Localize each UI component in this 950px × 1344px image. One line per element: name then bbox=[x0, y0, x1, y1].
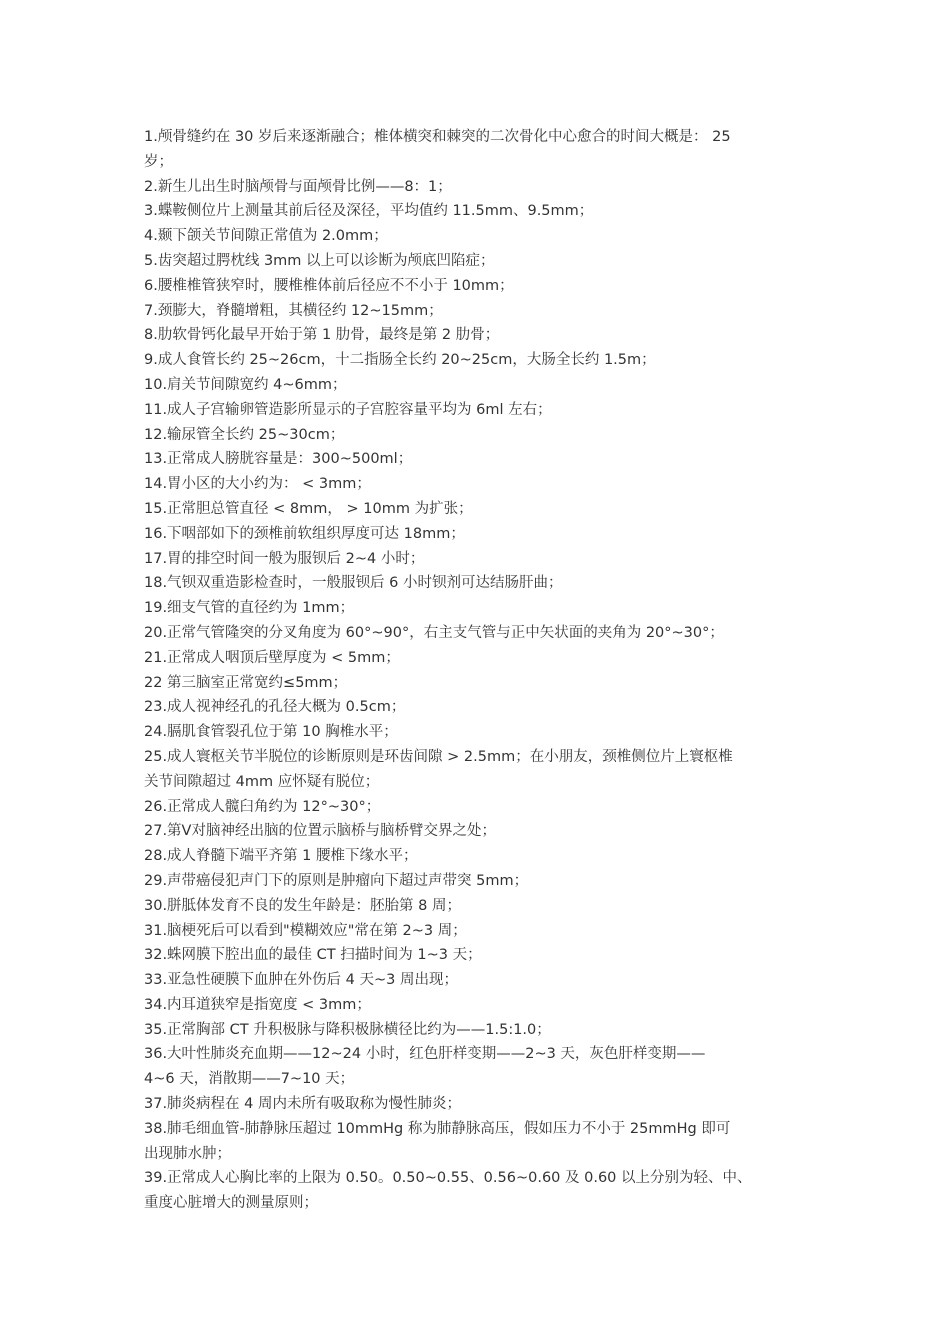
text-line: 15.正常胆总管直径 < 8mm， > 10mm 为扩张； bbox=[144, 500, 473, 517]
text-line: 3.蝶鞍侧位片上测量其前后径及深径，平均值约 11.5mm、9.5mm； bbox=[144, 203, 594, 220]
text-line: 6.腰椎椎管狭窄时，腰椎椎体前后径应不不小于 10mm； bbox=[144, 277, 514, 294]
text-line: 29.声带癌侵犯声门下的原则是肿瘤向下超过声带突 5mm； bbox=[144, 872, 529, 889]
text-line: 重度心脏增大的测量原则； bbox=[144, 1195, 318, 1212]
text-line: 4~6 天，消散期——7~10 天； bbox=[144, 1071, 355, 1088]
text-line: 19.细支气管的直径约为 1mm； bbox=[144, 600, 355, 617]
text-line: 岁； bbox=[144, 153, 173, 170]
text-line: 4.颞下颌关节间隙正常值为 2.0mm； bbox=[144, 228, 388, 245]
text-line: 16.下咽部如下的颈椎前软组织厚度可达 18mm； bbox=[144, 525, 465, 542]
document-body bbox=[144, 125, 810, 1216]
text-line: 1.颅骨缝约在 30 岁后来逐渐融合；椎体横突和棘突的二次骨化中心愈合的时间大概是： 25 bbox=[144, 129, 731, 145]
text-line: 34.内耳道狭窄是指宽度 < 3mm； bbox=[144, 996, 371, 1013]
text-line: 26.正常成人髋臼角约为 12°~30°； bbox=[144, 798, 381, 815]
text-line: 11.成人子宫输卵管造影所显示的子宫腔容量平均为 6ml 左右； bbox=[144, 401, 552, 418]
text-line: 20.正常气管隆突的分叉角度为 60°~90°，右主支气管与正中矢状面的夹角为 20°~30°； bbox=[144, 624, 724, 641]
text-line: 30.胼胝体发育不良的发生年龄是：胚胎第 8 周； bbox=[144, 897, 462, 914]
text-line: 17.胃的排空时间一般为服钡后 2~4 小时； bbox=[144, 550, 425, 567]
text-line: 关节间隙超过 4mm 应怀疑有脱位； bbox=[144, 773, 380, 790]
text-line: 32.蛛网膜下腔出血的最佳 CT 扫描时间为 1~3 天； bbox=[144, 947, 482, 964]
text-line: 14.胃小区的大小约为： < 3mm； bbox=[144, 476, 371, 493]
text-line: 13.正常成人膀胱容量是：300~500ml； bbox=[144, 451, 413, 468]
text-line: 33.亚急性硬膜下血肿在外伤后 4 天~3 周出现； bbox=[144, 972, 458, 989]
text-line: 5.齿突超过腭枕线 3mm 以上可以诊断为颅底凹陷症； bbox=[144, 252, 495, 269]
text-line: 23.成人视神经孔的孔径大概为 0.5cm； bbox=[144, 699, 406, 716]
text-line: 21.正常成人咽顶后壁厚度为 < 5mm； bbox=[144, 649, 400, 666]
text-line: 36.大叶性肺炎充血期——12~24 小时，红色肝样变期——2~3 天，灰色肝样变期—— bbox=[144, 1046, 706, 1063]
text-line: 18.气钡双重造影检查时，一般服钡后 6 小时钡剂可达结肠肝曲； bbox=[144, 575, 563, 592]
text-line: 37.肺炎病程在 4 周内未所有吸取称为慢性肺炎； bbox=[144, 1096, 462, 1113]
text-line: 31.脑梗死后可以看到"模糊效应"常在第 2~3 周； bbox=[144, 922, 467, 939]
text-line: 10.肩关节间隙宽约 4~6mm； bbox=[144, 376, 347, 393]
text-line: 24.膈肌食管裂孔位于第 10 胸椎水平； bbox=[144, 724, 398, 741]
text-line: 7.颈膨大，脊髓增粗，其横径约 12~15mm； bbox=[144, 302, 443, 319]
text-line: 8.肋软骨钙化最早开始于第 1 肋骨，最终是第 2 肋骨； bbox=[144, 327, 500, 344]
text-line: 39.正常成人心胸比率的上限为 0.50。0.50~0.55、0.56~0.60 及 0.60 以上分别为轻、中、 bbox=[144, 1170, 752, 1187]
text-line: 22 第三脑室正常宽约≤5mm； bbox=[144, 674, 348, 691]
text-line: 28.成人脊髓下端平齐第 1 腰椎下缘水平； bbox=[144, 848, 418, 865]
text-line: 12.输尿管全长约 25~30cm； bbox=[144, 426, 345, 443]
text-line: 2.新生儿出生时脑颅骨与面颅骨比例——8：1； bbox=[144, 178, 452, 195]
text-line: 出现肺水肿； bbox=[144, 1145, 231, 1162]
text-line: 9.成人食管长约 25~26cm，十二指肠全长约 20~25cm，大肠全长约 1.5m； bbox=[144, 352, 656, 369]
text-line: 35.正常胸部 CT 升积极脉与降积极脉横径比约为——1.5:1.0； bbox=[144, 1021, 551, 1038]
text-line: 25.成人寰枢关节半脱位的诊断原则是环齿间隙 > 2.5mm；在小朋友，颈椎侧位片上寰枢椎 bbox=[144, 748, 733, 765]
text-line: 27.第Ⅴ对脑神经出脑的位置示脑桥与脑桥臂交界之处； bbox=[144, 823, 496, 840]
text-line: 38.肺毛细血管-肺静脉压超过 10mmHg 称为肺静脉高压，假如压力不小于 25mmHg 即可 bbox=[144, 1120, 731, 1137]
